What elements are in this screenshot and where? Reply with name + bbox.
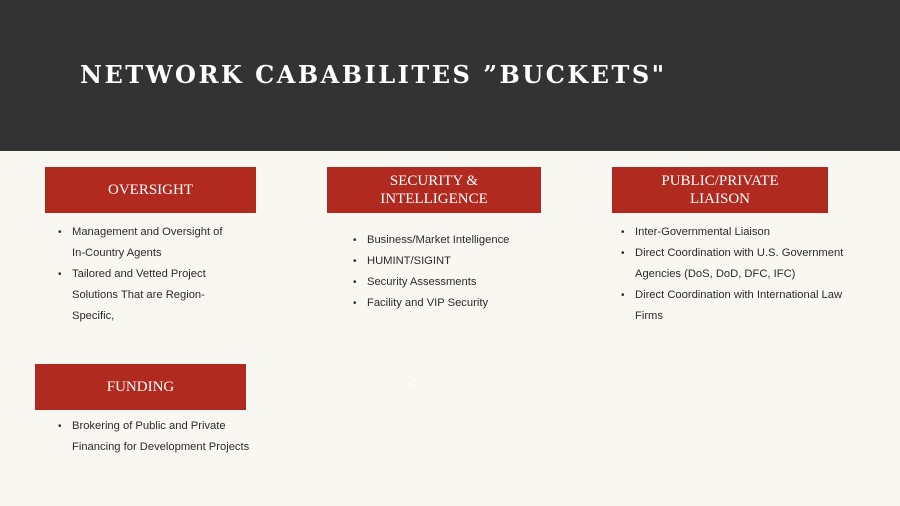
list-item: • Business/Market Intelligence bbox=[353, 230, 553, 251]
security-heading-box bbox=[327, 167, 541, 213]
stray-text: C bbox=[409, 378, 417, 390]
oversight-list bbox=[58, 222, 238, 327]
list-item: • HUMINT/SIGINT bbox=[353, 251, 553, 272]
list-item: • Facility and VIP Security bbox=[353, 293, 553, 314]
list-item: • Brokering of Public and Private Financing for Development Projects bbox=[58, 416, 273, 458]
funding-heading: FUNDING bbox=[106, 379, 175, 395]
oversight-heading: OVERSIGHT bbox=[108, 182, 193, 198]
list-item: • Security Assessments bbox=[353, 272, 553, 293]
slide-title: NETWORK CABABILITES ”BUCKETS" bbox=[80, 60, 667, 89]
list-item: • Direct Coordination with U.S. Government Agencies (DoS, DoD, DFC, IFC) bbox=[621, 243, 851, 285]
oversight-heading-box bbox=[45, 167, 256, 213]
liaison-list bbox=[621, 222, 851, 327]
slide-header bbox=[0, 0, 900, 151]
funding-heading-box bbox=[35, 364, 246, 410]
security-heading: SECURITY & INTELLIGENCE bbox=[380, 173, 488, 207]
list-item: • Tailored and Vetted Project Solutions That are Region-Specific, bbox=[58, 264, 238, 327]
security-list bbox=[353, 230, 553, 314]
list-item: • Direct Coordination with International Law Firms bbox=[621, 285, 851, 327]
list-item: • Inter-Governmental Liaison bbox=[621, 222, 851, 243]
funding-list bbox=[58, 416, 273, 458]
list-item: • Management and Oversight of In-Country Agents bbox=[58, 222, 238, 264]
liaison-heading: PUBLIC/PRIVATE LIAISON bbox=[661, 173, 779, 207]
liaison-heading-box bbox=[612, 167, 828, 213]
